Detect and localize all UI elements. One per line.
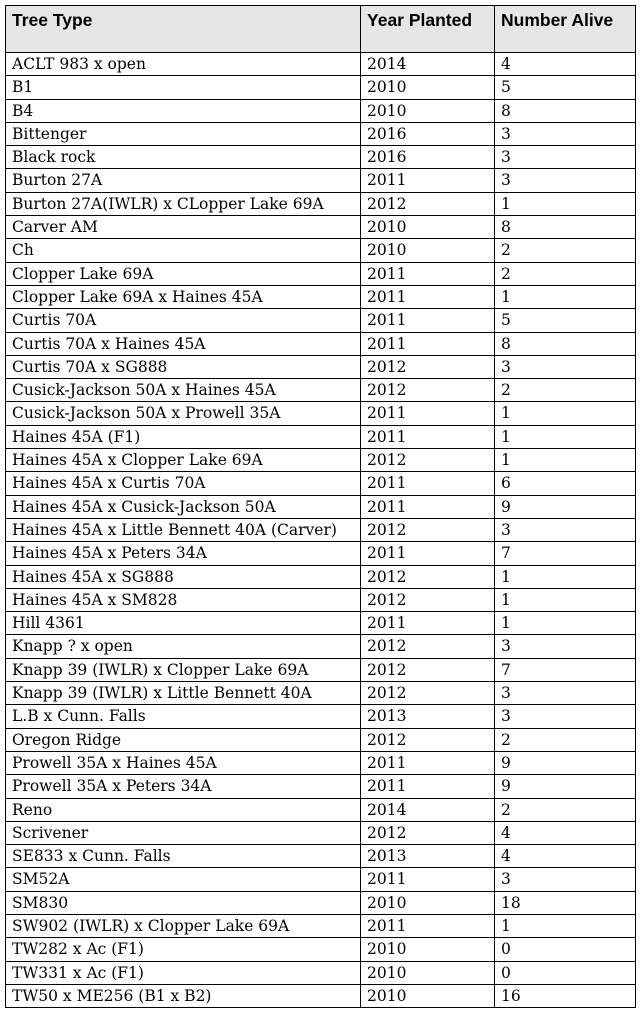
cell-tree-type: B1 — [6, 76, 361, 99]
cell-number-alive: 0 — [495, 938, 636, 961]
cell-tree-type: Burton 27A(IWLR) x CLopper Lake 69A — [6, 192, 361, 215]
table-row — [6, 332, 636, 355]
cell-year-planted: 2014 — [361, 798, 495, 821]
cell-number-alive: 2 — [495, 798, 636, 821]
table-row — [6, 309, 636, 332]
table-row — [6, 961, 636, 984]
cell-tree-type: Haines 45A x Clopper Lake 69A — [6, 449, 361, 472]
cell-year-planted: 2012 — [361, 728, 495, 751]
cell-number-alive: 1 — [495, 192, 636, 215]
header-tree-type: Tree Type — [6, 6, 361, 53]
cell-year-planted: 2012 — [361, 355, 495, 378]
cell-tree-type: Haines 45A (F1) — [6, 425, 361, 448]
cell-number-alive: 8 — [495, 332, 636, 355]
cell-year-planted: 2010 — [361, 984, 495, 1007]
cell-number-alive: 2 — [495, 379, 636, 402]
cell-tree-type: Carver AM — [6, 216, 361, 239]
table-row — [6, 635, 636, 658]
cell-number-alive: 3 — [495, 146, 636, 169]
cell-number-alive: 9 — [495, 751, 636, 774]
table-row — [6, 914, 636, 937]
cell-tree-type: SM52A — [6, 868, 361, 891]
cell-tree-type: Reno — [6, 798, 361, 821]
cell-year-planted: 2010 — [361, 99, 495, 122]
cell-year-planted: 2011 — [361, 495, 495, 518]
cell-year-planted: 2011 — [361, 868, 495, 891]
cell-tree-type: Knapp ? x open — [6, 635, 361, 658]
cell-number-alive: 1 — [495, 588, 636, 611]
cell-number-alive: 1 — [495, 425, 636, 448]
cell-tree-type: SE833 x Cunn. Falls — [6, 845, 361, 868]
table-row — [6, 728, 636, 751]
cell-number-alive: 7 — [495, 658, 636, 681]
table-row — [6, 379, 636, 402]
cell-tree-type: Hill 4361 — [6, 612, 361, 635]
cell-year-planted: 2011 — [361, 775, 495, 798]
cell-tree-type: TW282 x Ac (F1) — [6, 938, 361, 961]
table-row — [6, 682, 636, 705]
cell-number-alive: 8 — [495, 99, 636, 122]
cell-year-planted: 2011 — [361, 262, 495, 285]
cell-number-alive: 1 — [495, 565, 636, 588]
table-row — [6, 99, 636, 122]
cell-tree-type: L.B x Cunn. Falls — [6, 705, 361, 728]
cell-number-alive: 1 — [495, 285, 636, 308]
cell-number-alive: 1 — [495, 612, 636, 635]
table-row — [6, 472, 636, 495]
header-number-alive: Number Alive — [495, 6, 636, 53]
cell-year-planted: 2010 — [361, 938, 495, 961]
cell-year-planted: 2011 — [361, 612, 495, 635]
table-row — [6, 658, 636, 681]
header-row — [6, 6, 636, 53]
cell-tree-type: Cusick-Jackson 50A x Prowell 35A — [6, 402, 361, 425]
table-row — [6, 53, 636, 76]
cell-number-alive: 2 — [495, 262, 636, 285]
cell-year-planted: 2011 — [361, 425, 495, 448]
cell-year-planted: 2010 — [361, 961, 495, 984]
cell-year-planted: 2014 — [361, 53, 495, 76]
table-row — [6, 775, 636, 798]
cell-tree-type: ACLT 983 x open — [6, 53, 361, 76]
cell-year-planted: 2016 — [361, 122, 495, 145]
cell-tree-type: SW902 (IWLR) x Clopper Lake 69A — [6, 914, 361, 937]
table-row — [6, 518, 636, 541]
table-row — [6, 495, 636, 518]
table-row — [6, 588, 636, 611]
table-row — [6, 192, 636, 215]
table-row — [6, 425, 636, 448]
cell-year-planted: 2011 — [361, 751, 495, 774]
table-row — [6, 798, 636, 821]
cell-tree-type: Oregon Ridge — [6, 728, 361, 751]
cell-number-alive: 3 — [495, 868, 636, 891]
cell-year-planted: 2012 — [361, 682, 495, 705]
table-row — [6, 938, 636, 961]
cell-tree-type: Haines 45A x SM828 — [6, 588, 361, 611]
cell-number-alive: 3 — [495, 518, 636, 541]
table-row — [6, 449, 636, 472]
cell-number-alive: 7 — [495, 542, 636, 565]
cell-number-alive: 2 — [495, 239, 636, 262]
cell-number-alive: 18 — [495, 891, 636, 914]
table-row — [6, 169, 636, 192]
cell-tree-type: SM830 — [6, 891, 361, 914]
cell-year-planted: 2013 — [361, 845, 495, 868]
cell-tree-type: Prowell 35A x Peters 34A — [6, 775, 361, 798]
cell-number-alive: 8 — [495, 216, 636, 239]
cell-year-planted: 2016 — [361, 146, 495, 169]
cell-number-alive: 5 — [495, 309, 636, 332]
table-row — [6, 612, 636, 635]
table-row — [6, 845, 636, 868]
table-row — [6, 402, 636, 425]
cell-year-planted: 2010 — [361, 891, 495, 914]
cell-number-alive: 4 — [495, 53, 636, 76]
cell-tree-type: Haines 45A x Peters 34A — [6, 542, 361, 565]
cell-number-alive: 4 — [495, 821, 636, 844]
cell-tree-type: TW50 x ME256 (B1 x B2) — [6, 984, 361, 1007]
table-row — [6, 76, 636, 99]
cell-tree-type: Curtis 70A — [6, 309, 361, 332]
table-row — [6, 565, 636, 588]
cell-tree-type: Ch — [6, 239, 361, 262]
table-header — [6, 6, 636, 53]
cell-tree-type: Clopper Lake 69A — [6, 262, 361, 285]
table-row — [6, 216, 636, 239]
cell-number-alive: 3 — [495, 355, 636, 378]
cell-number-alive: 9 — [495, 775, 636, 798]
table-row — [6, 122, 636, 145]
cell-number-alive: 3 — [495, 122, 636, 145]
header-year-planted: Year Planted — [361, 6, 495, 53]
cell-year-planted: 2012 — [361, 518, 495, 541]
cell-year-planted: 2012 — [361, 192, 495, 215]
cell-tree-type: Burton 27A — [6, 169, 361, 192]
cell-year-planted: 2011 — [361, 332, 495, 355]
cell-year-planted: 2010 — [361, 216, 495, 239]
table-row — [6, 705, 636, 728]
table-row — [6, 542, 636, 565]
cell-year-planted: 2011 — [361, 402, 495, 425]
cell-number-alive: 5 — [495, 76, 636, 99]
cell-tree-type: Clopper Lake 69A x Haines 45A — [6, 285, 361, 308]
cell-tree-type: Curtis 70A x Haines 45A — [6, 332, 361, 355]
table-row — [6, 891, 636, 914]
cell-number-alive: 3 — [495, 635, 636, 658]
cell-number-alive: 3 — [495, 682, 636, 705]
cell-year-planted: 2012 — [361, 449, 495, 472]
cell-year-planted: 2012 — [361, 565, 495, 588]
cell-number-alive: 3 — [495, 169, 636, 192]
table-row — [6, 262, 636, 285]
cell-number-alive: 1 — [495, 914, 636, 937]
cell-year-planted: 2011 — [361, 169, 495, 192]
cell-year-planted: 2013 — [361, 705, 495, 728]
table-row — [6, 355, 636, 378]
cell-year-planted: 2011 — [361, 914, 495, 937]
cell-number-alive: 1 — [495, 449, 636, 472]
cell-tree-type: TW331 x Ac (F1) — [6, 961, 361, 984]
cell-tree-type: Haines 45A x SG888 — [6, 565, 361, 588]
cell-number-alive: 16 — [495, 984, 636, 1007]
cell-year-planted: 2012 — [361, 821, 495, 844]
cell-tree-type: Knapp 39 (IWLR) x Clopper Lake 69A — [6, 658, 361, 681]
cell-year-planted: 2011 — [361, 542, 495, 565]
tree-table — [5, 5, 636, 1008]
cell-year-planted: 2012 — [361, 635, 495, 658]
cell-tree-type: Bittenger — [6, 122, 361, 145]
cell-number-alive: 4 — [495, 845, 636, 868]
cell-year-planted: 2011 — [361, 309, 495, 332]
cell-year-planted: 2012 — [361, 379, 495, 402]
cell-number-alive: 1 — [495, 402, 636, 425]
table-row — [6, 751, 636, 774]
cell-tree-type: Prowell 35A x Haines 45A — [6, 751, 361, 774]
cell-year-planted: 2010 — [361, 239, 495, 262]
cell-year-planted: 2012 — [361, 658, 495, 681]
cell-number-alive: 9 — [495, 495, 636, 518]
table-row — [6, 285, 636, 308]
table-row — [6, 239, 636, 262]
cell-tree-type: Haines 45A x Cusick-Jackson 50A — [6, 495, 361, 518]
cell-tree-type: Haines 45A x Little Bennett 40A (Carver) — [6, 518, 361, 541]
cell-number-alive: 0 — [495, 961, 636, 984]
cell-tree-type: Black rock — [6, 146, 361, 169]
cell-year-planted: 2010 — [361, 76, 495, 99]
cell-tree-type: B4 — [6, 99, 361, 122]
table-row — [6, 984, 636, 1007]
table-row — [6, 821, 636, 844]
cell-tree-type: Knapp 39 (IWLR) x Little Bennett 40A — [6, 682, 361, 705]
cell-number-alive: 2 — [495, 728, 636, 751]
cell-year-planted: 2011 — [361, 285, 495, 308]
table-row — [6, 146, 636, 169]
cell-tree-type: Curtis 70A x SG888 — [6, 355, 361, 378]
cell-number-alive: 3 — [495, 705, 636, 728]
cell-number-alive: 6 — [495, 472, 636, 495]
cell-year-planted: 2011 — [361, 472, 495, 495]
table-body — [6, 53, 636, 1008]
cell-tree-type: Haines 45A x Curtis 70A — [6, 472, 361, 495]
table-row — [6, 868, 636, 891]
tree-table-document — [5, 5, 635, 1016]
cell-tree-type: Cusick-Jackson 50A x Haines 45A — [6, 379, 361, 402]
cell-tree-type: Scrivener — [6, 821, 361, 844]
cell-year-planted: 2012 — [361, 588, 495, 611]
